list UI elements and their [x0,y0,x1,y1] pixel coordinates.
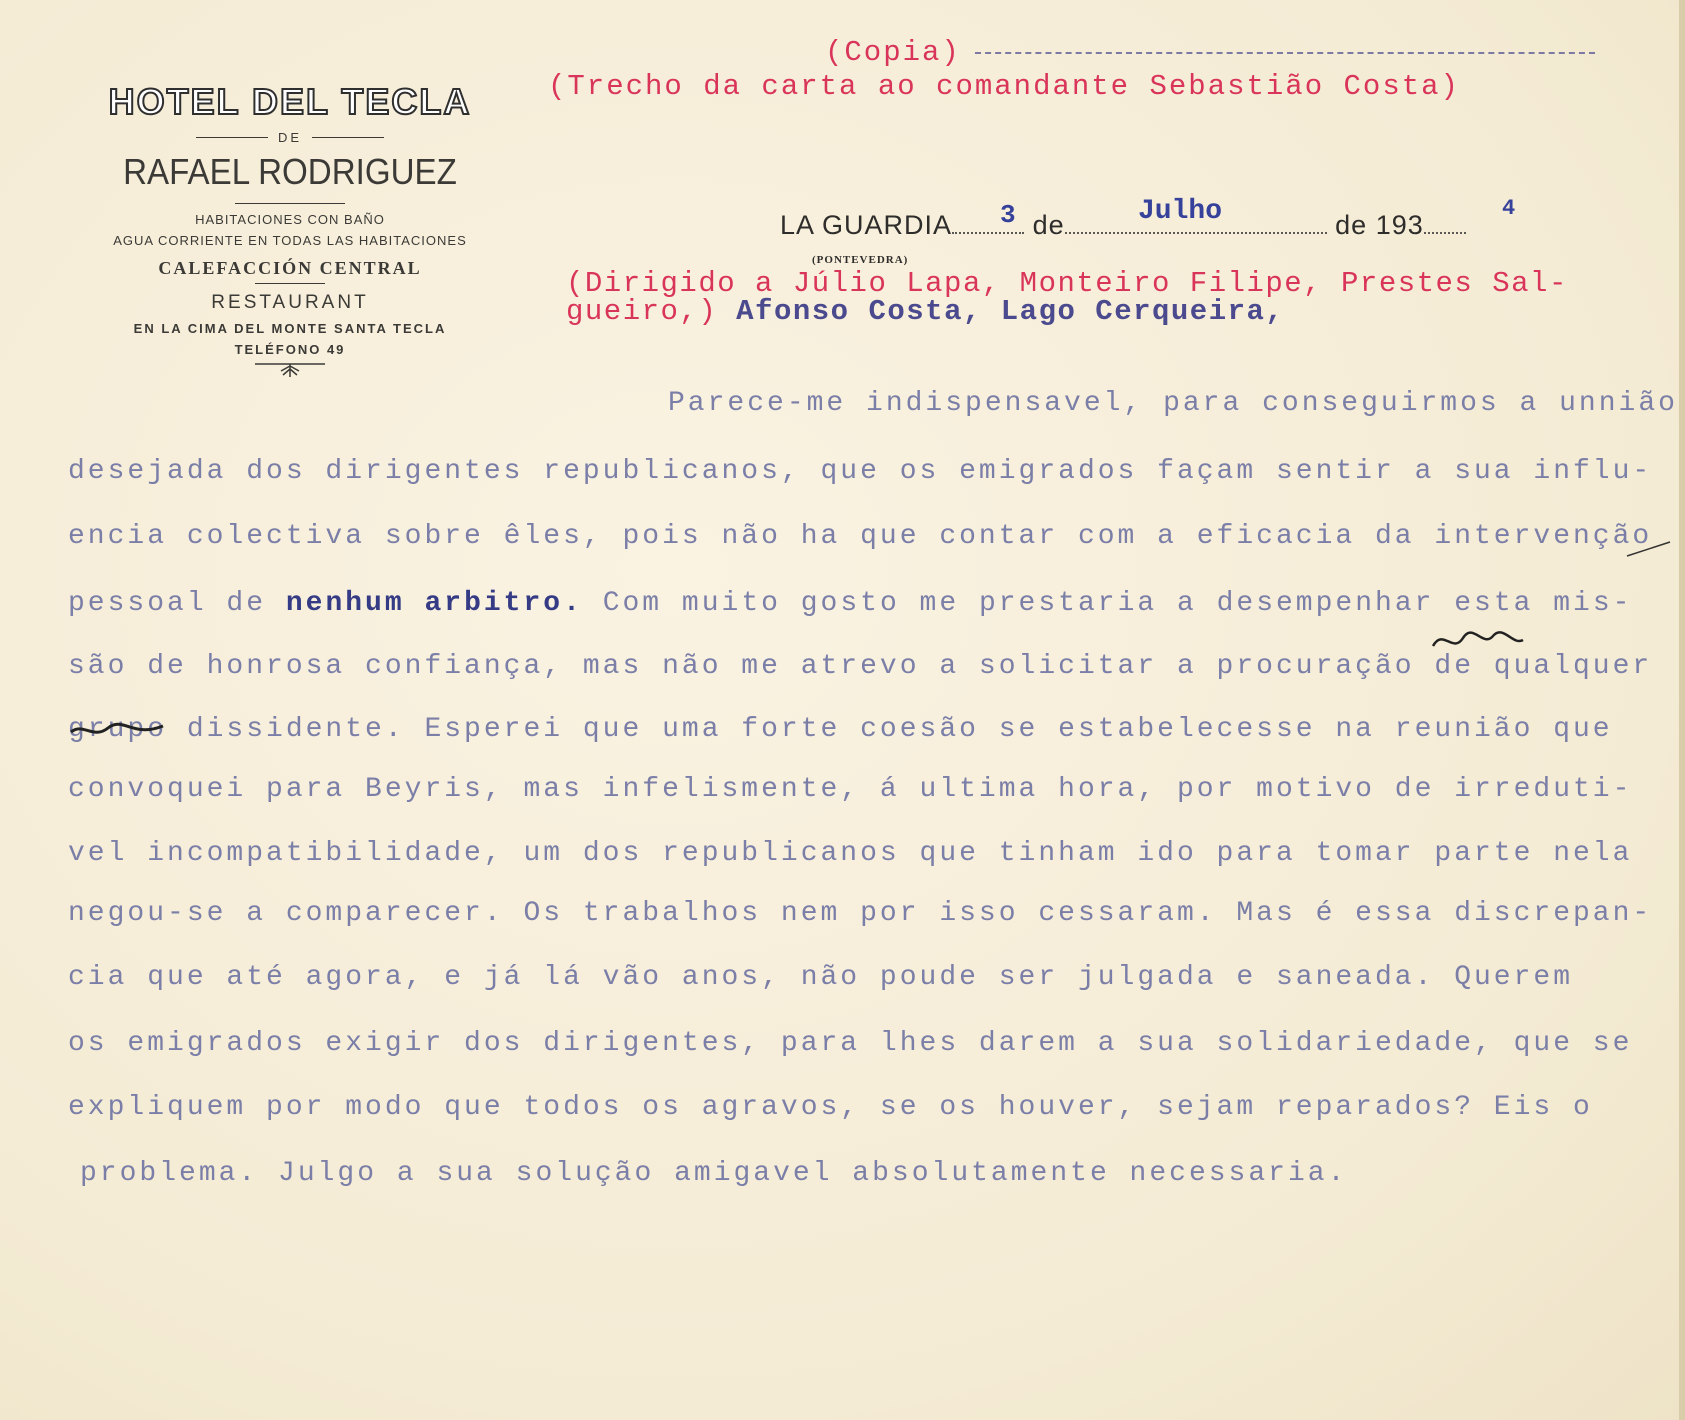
agua-line: AGUA CORRIENTE EN TODAS LAS HABITACIONES [113,233,467,248]
body-fragment: pessoal de [68,588,267,619]
body-line [68,588,1632,619]
body-line: os emigrados exigir dos dirigentes, para lhes darem a sua solidariedade, que se [68,1028,1633,1059]
telefono-line: TELÉFONO 49 [234,342,346,357]
owner-name: RAFAEL RODRIGUEZ [123,151,457,192]
addressees [566,267,1646,328]
handwritten-strike-icon [68,714,168,744]
de-label: DE [277,130,303,145]
margin-mark-icon [1625,540,1675,560]
addressees-line-1: (Dirigido a Júlio Lapa, Monteiro Filipe, Prestes Sal- [566,267,1568,300]
body-line: negou-se a comparecer. Os trabalhos nem por isso cessaram. Mas é essa discrepan- [68,898,1653,929]
letterhead [60,80,520,384]
cima-line: EN LA CIMA DEL MONTE SANTA TECLA [133,321,447,336]
de-word: de [1335,210,1368,240]
addressees-line-2 [566,295,1646,328]
date-line [780,210,1466,241]
copia-label: (Copia) [825,36,961,69]
body-line: expliquem por modo que todos os agravos, se os houver, sejam reparados? Eis o [68,1092,1593,1123]
body-line: grupo dissidente. Esperei que uma forte coesão se estabelecesse na reunião que [68,714,1613,745]
province-label: (PONTEVEDRA) [812,254,909,266]
body-emphasis: nenhum arbitro. [285,588,583,619]
body-line: problema. Julgo a sua solução amigavel absolutamente necessaria. [80,1158,1348,1189]
date-day: 3 [1000,200,1016,230]
date-year-suffix: 4 [1502,196,1516,221]
body-line: Parece-me indispensavel, para conseguirmos a unnião [668,388,1678,419]
divider [235,203,345,204]
de-word: de [1032,210,1065,240]
addressees-blue: Afonso Costa, Lago Cerqueira, [736,295,1285,328]
body-line: convoquei para Beyris, mas infelismente, á ultima hora, por motivo de irreduti- [68,774,1633,805]
restaurant-line: RESTAURANT [211,292,369,313]
divider [255,283,325,284]
date-month: Julho [1138,196,1223,227]
body-line: vel incompatibilidade, um dos republicanos que tinham ido para tomar parte nela [68,838,1633,869]
year-prefix: 193 [1375,210,1424,240]
body-line: encia colectiva sobre êles, pois não ha que contar com a eficacia da intervenção [68,521,1653,552]
place-name: LA GUARDIA [780,210,953,240]
copia-rule [975,52,1595,54]
body-line: desejada dos dirigentes republicanos, que os emigrados façam sentir a sua influ- [68,456,1653,487]
ornament-icon [255,361,325,379]
handwritten-correction-icon [1428,626,1528,656]
calefaccion-line: CALEFACCIÓN CENTRAL [158,258,422,278]
addressees-red: gueiro,) [566,295,718,328]
letterhead-de [60,130,520,145]
hotel-name: HOTEL DEL TECLA [108,81,472,122]
paper-edge [1679,0,1685,1420]
habitaciones-line: HABITACIONES CON BAÑO [195,212,385,227]
body-line: cia que até agora, e já lá vão anos, não poude ser julgada e saneada. Querem [68,962,1574,993]
trecho-label: (Trecho da carta ao comandante Sebastião Costa) [548,70,1460,103]
body-fragment: Com muito gosto me prestaria a desempenhar esta mis- [602,588,1633,619]
body-line: são de honrosa confiança, mas não me atrevo a solicitar a procuração de qualquer [68,651,1653,682]
